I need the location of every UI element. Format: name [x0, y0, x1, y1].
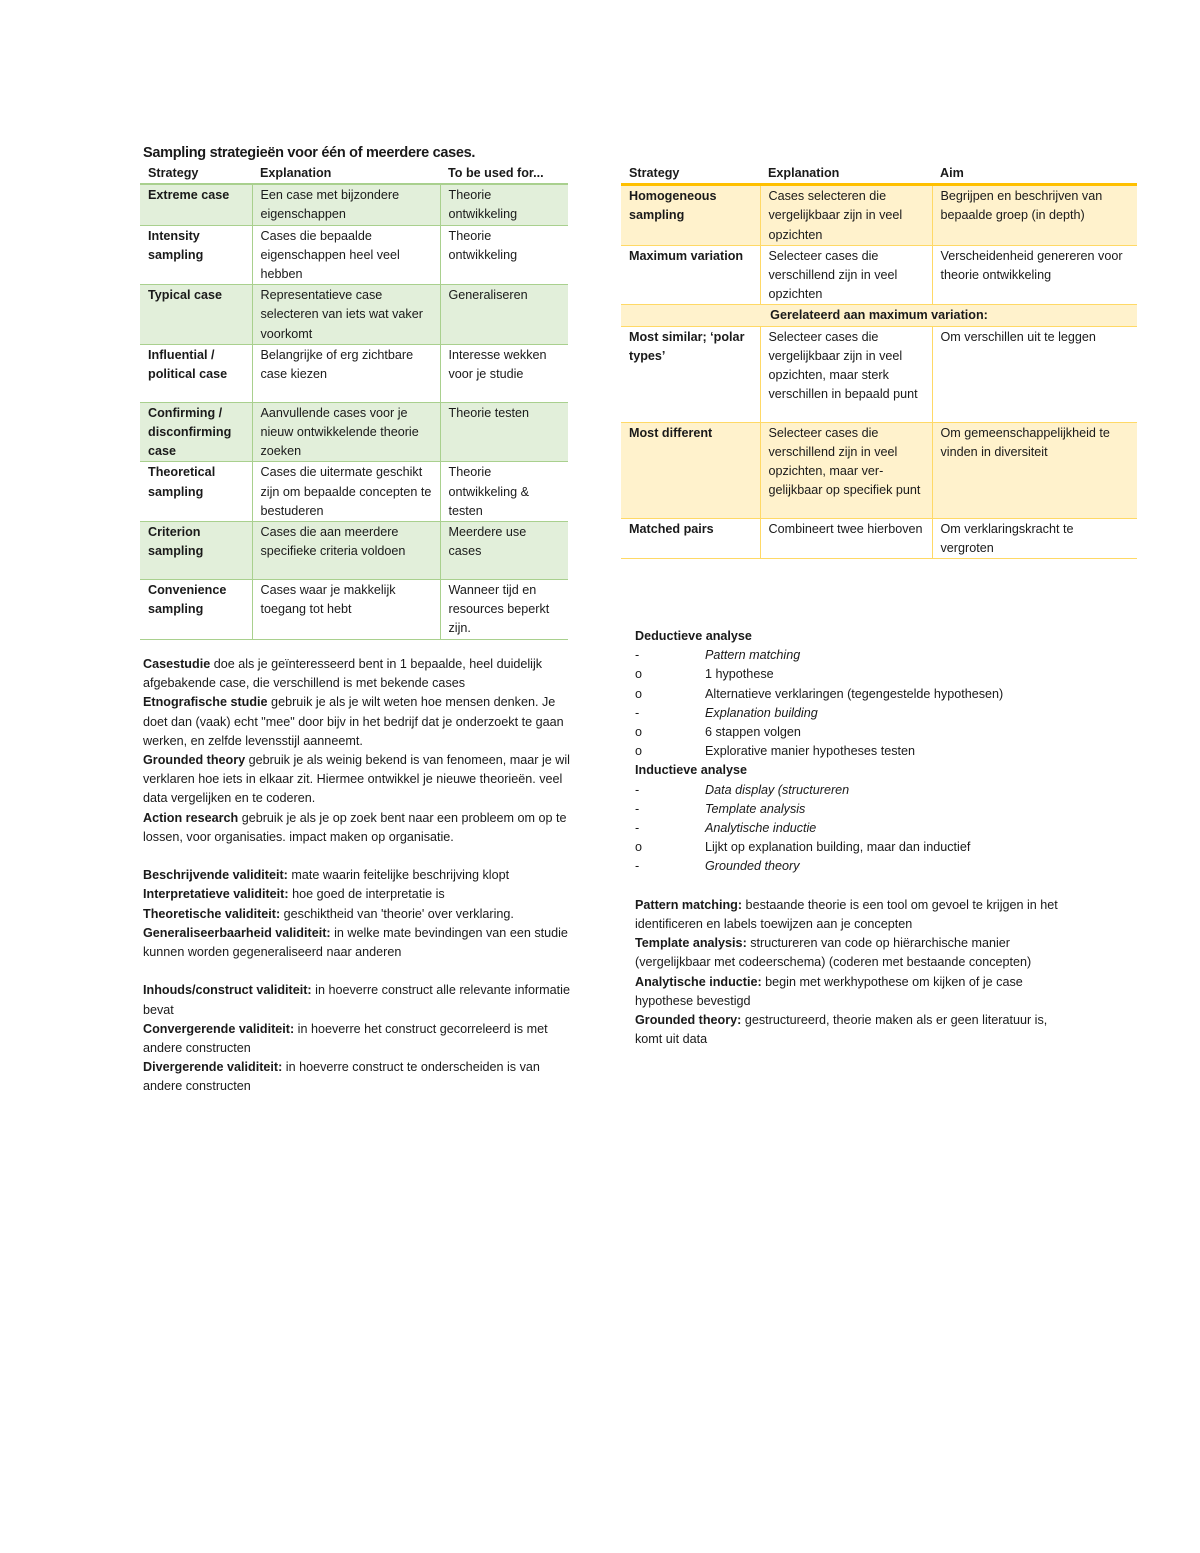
definition: begin met werkhypothese om kijken of je case hypothese bevestigd: [635, 974, 1023, 1008]
definition: gebruik je als je wilt weten hoe mensen denken. Je doet dan (vaak) echt "mee" door bijv in het bedrijf dat je onderzoekt te gaan werken, en zelfde levensstijl aanneemt.: [143, 695, 564, 748]
cell-strategy: Confirming / disconfirming case: [140, 402, 252, 462]
definition: gebruik je als je op zoek bent naar een probleem om op te lossen, voor organisaties. impact maken op organisatie.: [143, 810, 567, 844]
table-row: [140, 522, 568, 580]
cell-strategy: Extreme case: [140, 184, 252, 225]
cell-explanation: Cases die aan meerdere specifieke criteria voldoen: [252, 522, 440, 580]
column-header: Strategy: [621, 164, 760, 185]
cell-explanation: Selecteer cases die verschillend zijn in veel opzichten: [760, 245, 932, 305]
cell-use: Wanneer tijd en resources beperkt zijn.: [440, 580, 568, 640]
definitions: [635, 896, 1075, 1050]
analysis-notes: [635, 627, 1075, 1049]
term: Pattern matching:: [635, 897, 743, 912]
list-marker: -: [635, 782, 640, 797]
definition: hoe goed de interpretatie is: [288, 887, 445, 902]
list-marker: -: [635, 821, 640, 836]
definition: in hoeverre het construct gecorreleerd is met andere constructen: [143, 1021, 548, 1056]
column-header: Strategy: [140, 164, 252, 184]
table-row: [621, 518, 1137, 558]
table-row: [621, 422, 1137, 518]
list-text: Grounded theory: [705, 859, 800, 874]
cell-related-heading: Gerelateerd aan maximum variation:: [621, 305, 1137, 326]
list-text: Alternatieve verklaringen (tegengestelde hypothesen): [705, 686, 1004, 701]
term: Beschrijvende validiteit:: [143, 868, 288, 883]
cell-strategy: Most similar; ‘polar types’: [621, 326, 760, 422]
list-marker: -: [635, 859, 640, 874]
cell-use: Theorie ontwikkeling: [440, 225, 568, 285]
list-item: [635, 685, 1075, 704]
cell-explanation: Cases die bepaalde eigenschappen heel veel hebben: [252, 225, 440, 285]
list-item: [635, 704, 1075, 723]
cell-explanation: Cases selecteren die vergelijkbaar zijn in veel opzichten: [760, 185, 932, 246]
cell-strategy: Matched pairs: [621, 518, 760, 558]
column-header: Aim: [932, 164, 1137, 185]
cell-explanation: Belangrijke of erg zichtbare case kiezen: [252, 344, 440, 402]
research-methods-notes: [143, 655, 571, 1097]
table-row: [140, 580, 568, 640]
cell-strategy: Homogeneous sampling: [621, 185, 760, 246]
paragraph: [143, 866, 571, 962]
term: Grounded theory: [143, 753, 246, 768]
cell-aim: Om gemeenschappelijkheid te vinden in diversiteit: [932, 422, 1137, 518]
list-marker: o: [635, 744, 643, 759]
table-row: [140, 184, 568, 225]
sampling-strategies-table: [140, 164, 568, 640]
cell-use: Theorie ontwikkeling & testen: [440, 462, 568, 522]
list-item: [635, 723, 1075, 742]
definition: gebruik je als weinig bekend is van fenomeen, maar je wil verklaren hoe iets in elkaar zit. Hiermee ontwikkel je nieuwe theorieën. veel data vergelijken en te coderen.: [143, 753, 570, 806]
list-marker: o: [635, 686, 643, 701]
cell-explanation: Cases waar je makkelijk toegang tot hebt: [252, 580, 440, 640]
table-span-row: [621, 305, 1137, 326]
cell-strategy: Intensity sampling: [140, 225, 252, 285]
list-item: [635, 838, 1075, 857]
cell-aim: Om verklaringskracht te vergroten: [932, 518, 1137, 558]
column-header: Explanation: [760, 164, 932, 185]
list-marker: -: [635, 801, 640, 816]
list-marker: -: [635, 705, 640, 720]
cell-use: Meerdere use cases: [440, 522, 568, 580]
column-header: To be used for...: [440, 164, 568, 184]
cell-strategy: Typical case: [140, 285, 252, 345]
term: Action research: [143, 810, 239, 825]
cell-strategy: Theoretical sampling: [140, 462, 252, 522]
list-item: [635, 742, 1075, 761]
cell-explanation: Een case met bijzondere eigenschappen: [252, 184, 440, 225]
cell-explanation: Combineert twee hierboven: [760, 518, 932, 558]
definition: in hoeverre construct te onderscheiden is van andere constructen: [143, 1060, 540, 1094]
paragraph: [143, 655, 571, 847]
term: Divergerende validiteit:: [143, 1060, 283, 1075]
list-text: 1 hypothese: [705, 667, 774, 682]
definition: gestructureerd, theorie maken als er geen literatuur is, komt uit data: [635, 1013, 1048, 1047]
list-marker: o: [635, 725, 643, 740]
column-header: Explanation: [252, 164, 440, 184]
table-row: [140, 344, 568, 402]
table-row: [621, 326, 1137, 422]
list-item: [635, 857, 1075, 876]
definition: bestaande theorie is een tool om gevoel te krijgen in het identificeren en labels toewijzen aan je concepten: [635, 897, 1058, 932]
table-row: [140, 225, 568, 285]
list-text: Lijkt op explanation building, maar dan inductief: [705, 840, 971, 855]
definition: mate waarin feitelijke beschrijving klopt: [287, 868, 510, 883]
list-text: Pattern matching: [705, 648, 801, 663]
list-marker: -: [635, 648, 640, 663]
table-row: [140, 402, 568, 462]
list-text: Explorative manier hypotheses testen: [705, 744, 916, 759]
definition: geschiktheid van 'theorie' over verklaring.: [280, 906, 514, 921]
cell-strategy: Criterion sampling: [140, 522, 252, 580]
list-marker: o: [635, 667, 643, 682]
term: Casestudie: [143, 657, 211, 671]
deductive-heading: Deductieve analyse: [635, 629, 752, 643]
cell-strategy: Most different: [621, 422, 760, 518]
table-header-row: [621, 164, 1137, 185]
cell-explanation: Representatieve case selecteren van iets wat vaker voorkomt: [252, 285, 440, 345]
term: Inhouds/construct validiteit:: [143, 983, 312, 998]
cell-strategy: Maximum variation: [621, 245, 760, 305]
term: Analytische inductie:: [635, 974, 762, 989]
term: Theoretische validiteit:: [143, 906, 281, 921]
definition: doe als je geïnteresseerd bent in 1 bepaalde, heel duidelijk afgebakende case, die verschillend is met bekende cases: [143, 657, 543, 691]
list-marker: o: [635, 840, 643, 855]
cell-explanation: Cases die uitermate geschikt zijn om bepaalde concepten te bestuderen: [252, 462, 440, 522]
cell-explanation: Aanvullende cases voor je nieuw ontwikkelende theorie zoeken: [252, 402, 440, 462]
cell-explanation: Selecteer cases die verschillend zijn in veel opzichten, maar ver-gelijkbaar op specifiek punt: [760, 422, 932, 518]
table-row: [621, 185, 1137, 246]
cell-strategy: Convenience sampling: [140, 580, 252, 640]
cell-aim: Verscheidenheid genereren voor theorie ontwikkeling: [932, 245, 1137, 305]
table-header-row: [140, 164, 568, 184]
inductive-heading: Inductieve analyse: [635, 763, 747, 778]
term: Generaliseerbaarheid validiteit:: [143, 925, 331, 940]
definition: in hoeverre construct alle relevante informatie bevat: [143, 983, 570, 1017]
list-item: [635, 800, 1075, 819]
table-row: [621, 245, 1137, 305]
cell-aim: Om verschillen uit te leggen: [932, 326, 1137, 422]
term: Interpretatieve validiteit:: [143, 887, 289, 902]
cell-aim: Begrijpen en beschrijven van bepaalde groep (in depth): [932, 185, 1137, 246]
cell-use: Interesse wekken voor je studie: [440, 344, 568, 402]
list-text: 6 stappen volgen: [705, 725, 801, 740]
list-text: Data display (structureren: [705, 782, 850, 797]
cell-use: Theorie testen: [440, 402, 568, 462]
list-item: [635, 819, 1075, 838]
term: Etnografische studie: [143, 695, 268, 710]
list-item: [635, 781, 1075, 800]
table-row: [140, 285, 568, 345]
variation-strategies-table: [621, 164, 1137, 559]
definition: structureren van code op hiërarchische manier (vergelijkbaar met codeerschema) (coderen met bestaande concepten): [635, 936, 1032, 970]
term: Grounded theory:: [635, 1013, 742, 1028]
table-row: [140, 462, 568, 522]
list-item: [635, 646, 1075, 665]
list-text: Template analysis: [705, 801, 806, 816]
section-title: Sampling strategieën voor één of meerdere cases.: [143, 145, 476, 161]
cell-use: Theorie ontwikkeling: [440, 184, 568, 225]
term: Template analysis:: [635, 936, 747, 951]
definition: in welke mate bevindingen van een studie kunnen worden gegeneraliseerd naar anderen: [143, 925, 568, 960]
cell-strategy: Influential / political case: [140, 344, 252, 402]
list-text: Explanation building: [705, 705, 818, 720]
cell-explanation: Selecteer cases die vergelijkbaar zijn in veel opzichten, maar sterk verschillen in bepaald punt: [760, 326, 932, 422]
term: Convergerende validiteit:: [143, 1021, 295, 1036]
cell-use: Generaliseren: [440, 285, 568, 345]
list-item: [635, 665, 1075, 684]
list-text: Analytische inductie: [705, 821, 817, 836]
paragraph: [143, 981, 571, 1096]
